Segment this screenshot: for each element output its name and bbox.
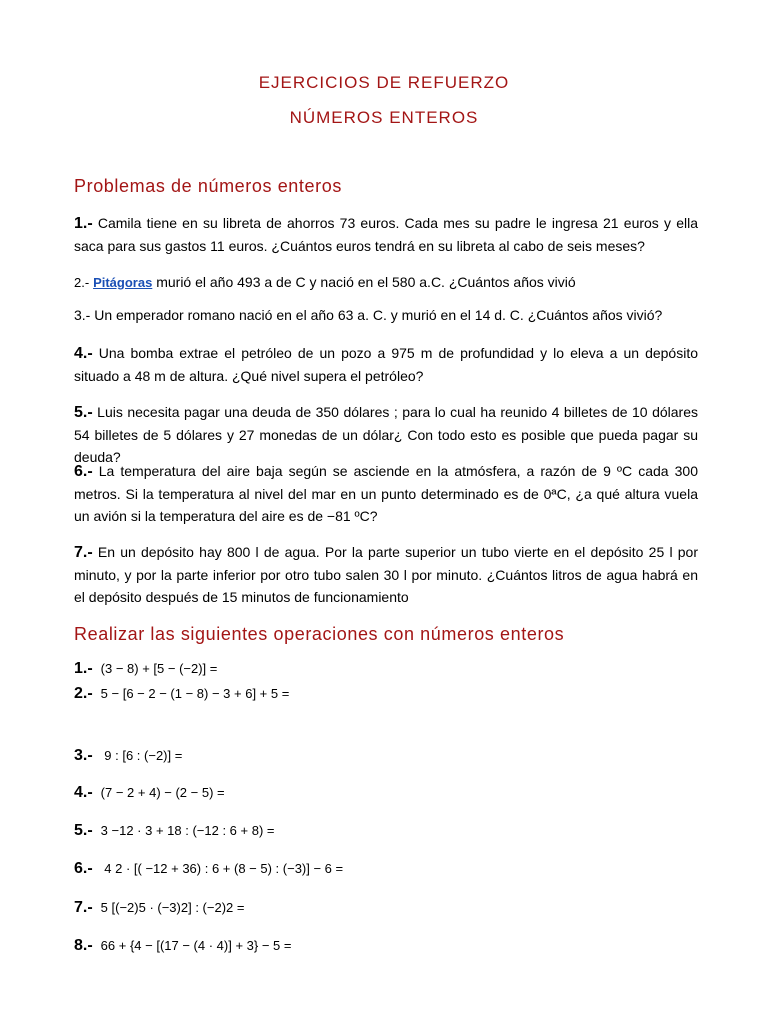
problem-number: 2.- [74,275,90,290]
exercise-expression: (3 − 8) + [5 − (−2)] = [100,661,218,676]
problem-text: Camila tiene en su libreta de ahorros 73 euros. Cada mes su padre le ingresa 21 euros y ella saca para sus gastos 11 euros. ¿Cuántos euros tendrá en su libreta al cabo de seis meses? [74,215,698,254]
problem-text: murió el año 493 a de C y nació en el 580 a.C. ¿Cuántos años vivió [152,274,576,290]
problem-text: Luis necesita pagar una deuda de 350 dólares ; para lo cual ha reunido 4 billetes de 10 dólares 54 billetes de 5 dólares y 27 monedas de un dólar¿ Con todo esto es posible que pueda pagar su deuda? [74,404,698,465]
problem-6 [74,460,698,527]
problem-text: Una bomba extrae el petróleo de un pozo a 975 m de profundidad y lo eleva a un depósito situado a 48 m de altura. ¿Qué nivel supera el petróleo? [74,345,698,384]
exercise-number: 3.- [74,747,93,764]
exercise-expression: 5 [(−2)5 · (−3)2] : (−2)2 = [100,900,245,915]
problem-number: 4.- [74,345,93,362]
pitagoras-link[interactable]: Pitágoras [93,275,153,290]
exercise-expression: 66 + {4 − [(17 − (4 · 4)] + 3} − 5 = [100,938,292,953]
exercise-4 [74,783,225,803]
exercise-expression: 4 2 · [( −12 + 36) : 6 + (8 − 5) : (−3)] − 6 = [100,861,344,876]
problem-1 [74,212,698,257]
exercise-expression: 9 : [6 : (−2)] = [100,748,183,763]
exercise-number: 8.- [74,937,93,954]
exercise-1 [74,659,217,679]
document-title: EJERCICIOS DE REFUERZO [258,73,510,92]
problem-4 [74,342,698,387]
exercise-2 [74,684,289,704]
problem-number: 7.- [74,544,93,561]
exercise-3 [74,746,182,766]
exercise-expression: 5 − [6 − 2 − (1 − 8) − 3 + 6] + 5 = [100,686,290,701]
problem-7 [74,541,698,608]
problem-2 [74,271,698,294]
problem-number: 3.- [74,307,91,323]
problem-5 [74,401,698,468]
problem-number: 1.- [74,215,93,232]
exercise-7 [74,898,244,918]
exercise-number: 6.- [74,860,93,877]
section-heading-operations: Realizar las siguientes operaciones con números enteros [74,624,565,644]
section-heading-problems: Problemas de números enteros [74,176,342,196]
exercise-number: 4.- [74,784,93,801]
problem-text: Un emperador romano nació en el año 63 a. C. y murió en el 14 d. C. ¿Cuántos años vivió? [90,307,663,323]
exercise-expression: (7 − 2 + 4) − (2 − 5) = [100,785,225,800]
exercise-number: 1.- [74,660,93,677]
problem-text: En un depósito hay 800 l de agua. Por la parte superior un tubo vierte en el depósito 25 l por minuto, y por la parte inferior por otro tubo salen 30 l por minuto. ¿Cuántos litros de agua habrá en el depósito después de 15 minutos de funcionamiento [74,544,698,605]
problem-3 [74,304,698,326]
problem-text: La temperatura del aire baja según se asciende en la atmósfera, a razón de 9 ºC cada 300 metros. Si la temperatura al nivel del mar en un punto determinado es de 0ªC, ¿a qué altura vuela un avión si la temperatura del aire es de −81 ºC? [74,463,698,524]
exercise-number: 7.- [74,899,93,916]
exercise-expression: 3 −12 · 3 + 18 : (−12 : 6 + 8) = [100,823,275,838]
exercise-number: 2.- [74,685,93,702]
document-subtitle: NÚMEROS ENTEROS [289,108,479,127]
exercise-6 [74,859,343,879]
exercise-8 [74,936,291,956]
exercise-5 [74,821,274,841]
exercise-number: 5.- [74,822,93,839]
problem-number: 6.- [74,463,93,480]
problem-number: 5.- [74,404,93,421]
